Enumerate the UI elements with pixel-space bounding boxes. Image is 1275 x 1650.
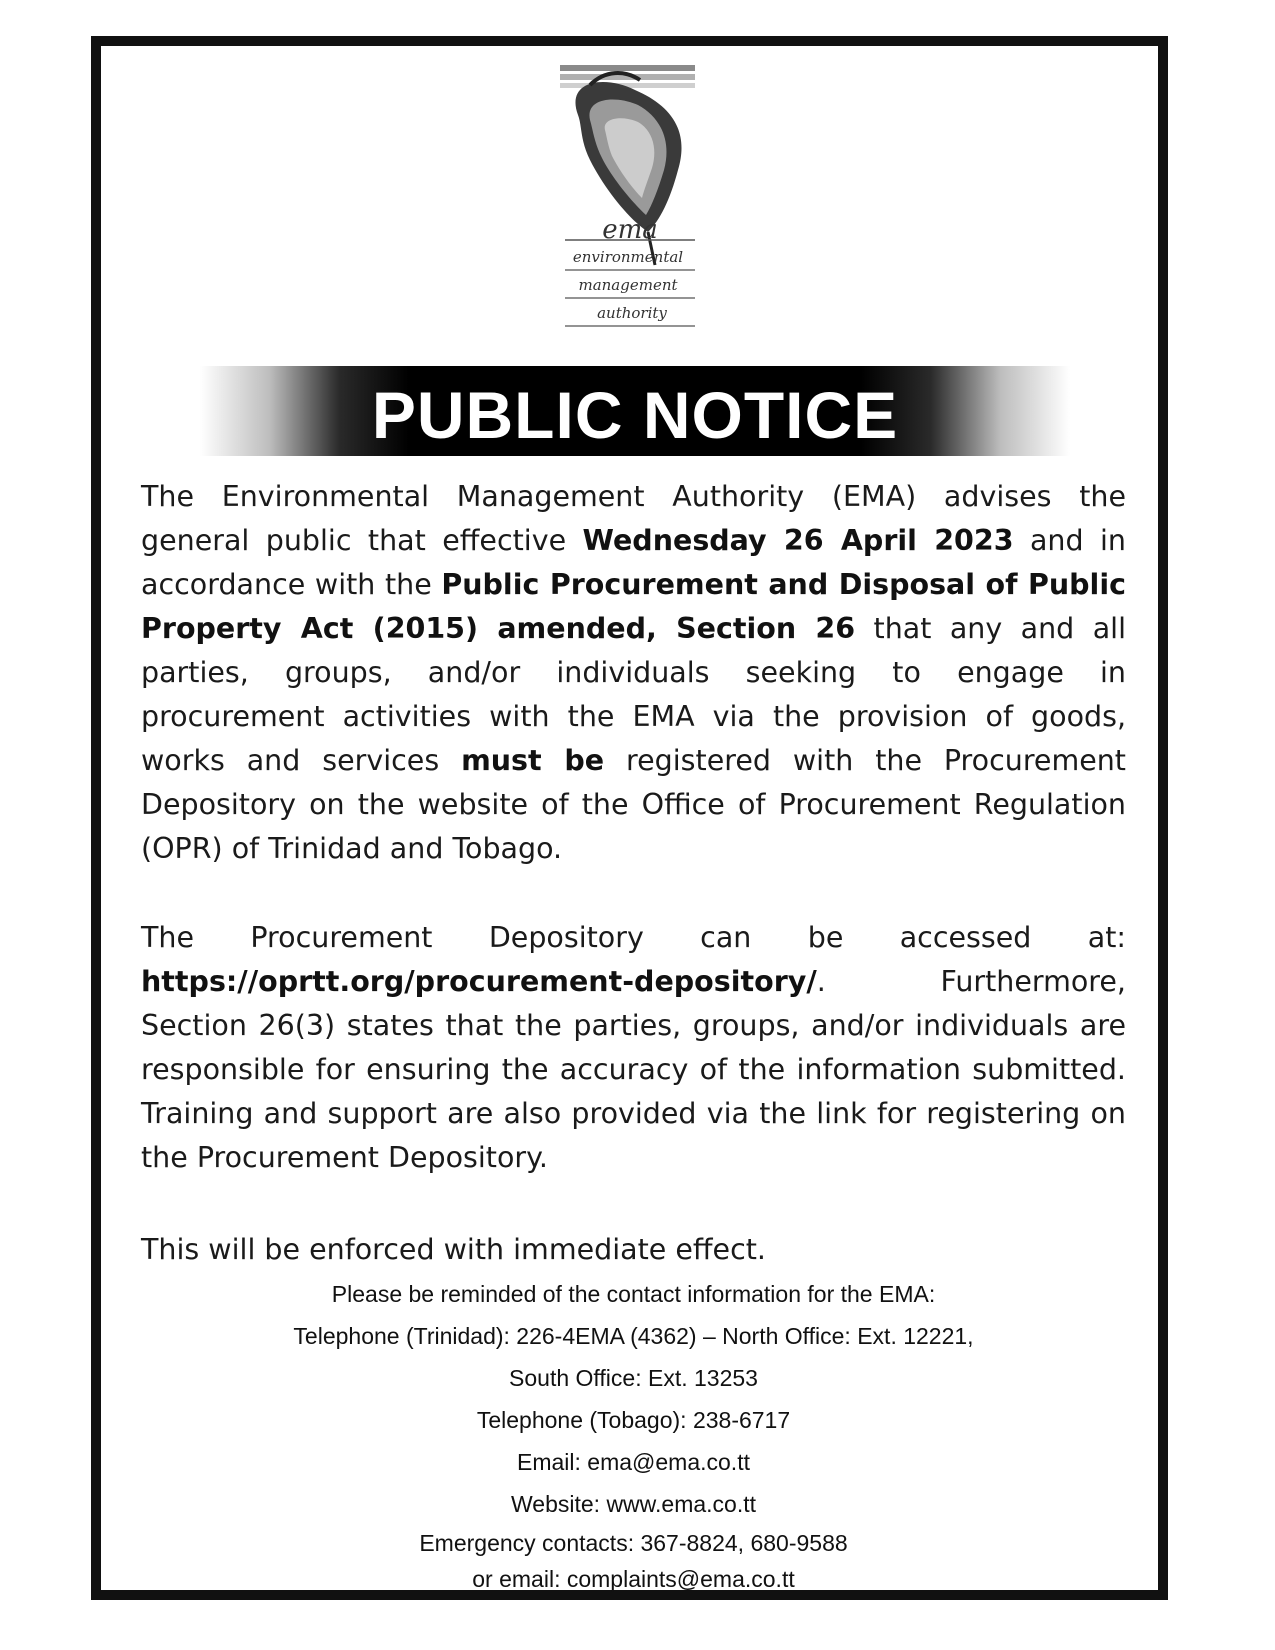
p2-word: The: [141, 921, 195, 954]
contact-telephone-tobago: Telephone (Tobago): 238-6717: [476, 1407, 791, 1433]
paragraph-enforcement: This will be enforced with immediate effect.: [141, 1233, 766, 1266]
p1-act-reference: Public Procurement and Disposal of Public Property Act (2015) amended, Section 26: [141, 568, 1126, 645]
contact-information: [141, 1273, 1126, 1597]
p1-effective-date: Wednesday 26 April 2023: [582, 524, 1014, 557]
p2-text-rest: Section 26(3) states that the parties, groups, and/or individuals are responsible for ensuring the accuracy of the information submitted. Training and support are also provided via the link for registering on the Procurement Depository.: [141, 1009, 1126, 1174]
banner-title: PUBLIC NOTICE: [371, 378, 899, 452]
contact-complaints-email: or email: complaints@ema.co.tt: [472, 1566, 795, 1592]
p2-period: .: [816, 965, 826, 998]
paragraph-depository: [141, 916, 1126, 1180]
public-notice-banner: [200, 366, 1070, 456]
procurement-depository-link[interactable]: https://oprtt.org/procurement-depository/: [141, 965, 817, 998]
p2-link-wrap: [141, 960, 826, 1004]
p2-word: accessed: [899, 921, 1032, 954]
contact-email: Email: ema@ema.co.tt: [517, 1449, 750, 1475]
p2-word: be: [807, 921, 844, 954]
p1-text-2: and in accordance with the: [141, 524, 1126, 601]
contact-intro: Please be reminded of the contact information for the EMA:: [331, 1281, 936, 1307]
p2-furthermore: Furthermore,: [940, 965, 1126, 998]
contact-telephone-trinidad: Telephone (Trinidad): 226-4EMA (4362) – North Office: Ext. 12221,: [293, 1323, 974, 1349]
p1-text-3: that any and all parties, groups, and/or individuals seeking to engage in procurement activities with the EMA via the provision of goods, works and services: [141, 612, 1126, 777]
contact-website: Website: www.ema.co.tt: [511, 1491, 756, 1517]
p2-word: Procurement: [250, 921, 433, 954]
p2-first-line: [141, 916, 1126, 960]
logo-text-environmental: environmental: [572, 248, 684, 266]
p1-text-4: registered with the Procurement Depository on the website of the Office of Procurement Regulation (OPR) of Trinidad and Tobago.: [141, 744, 1126, 865]
p2-word: can: [700, 921, 752, 954]
p2-word: at:: [1087, 921, 1126, 954]
p2-second-line: [141, 960, 1126, 1004]
paragraph-registration: [141, 475, 1126, 871]
p1-must-be: must be: [461, 744, 605, 777]
p2-word: Depository: [488, 921, 644, 954]
contact-emergency: Emergency contacts: 367-8824, 680-9588: [419, 1530, 848, 1556]
logo-text-authority: authority: [597, 304, 667, 322]
ema-logo: [560, 60, 710, 350]
p1-text-1: The Environmental Management Authority (EMA) advises the general public that effective: [141, 480, 1126, 557]
contact-south-office: South Office: Ext. 13253: [509, 1365, 758, 1391]
logo-text-ema: ema: [602, 215, 658, 245]
logo-text-management: management: [578, 276, 678, 294]
